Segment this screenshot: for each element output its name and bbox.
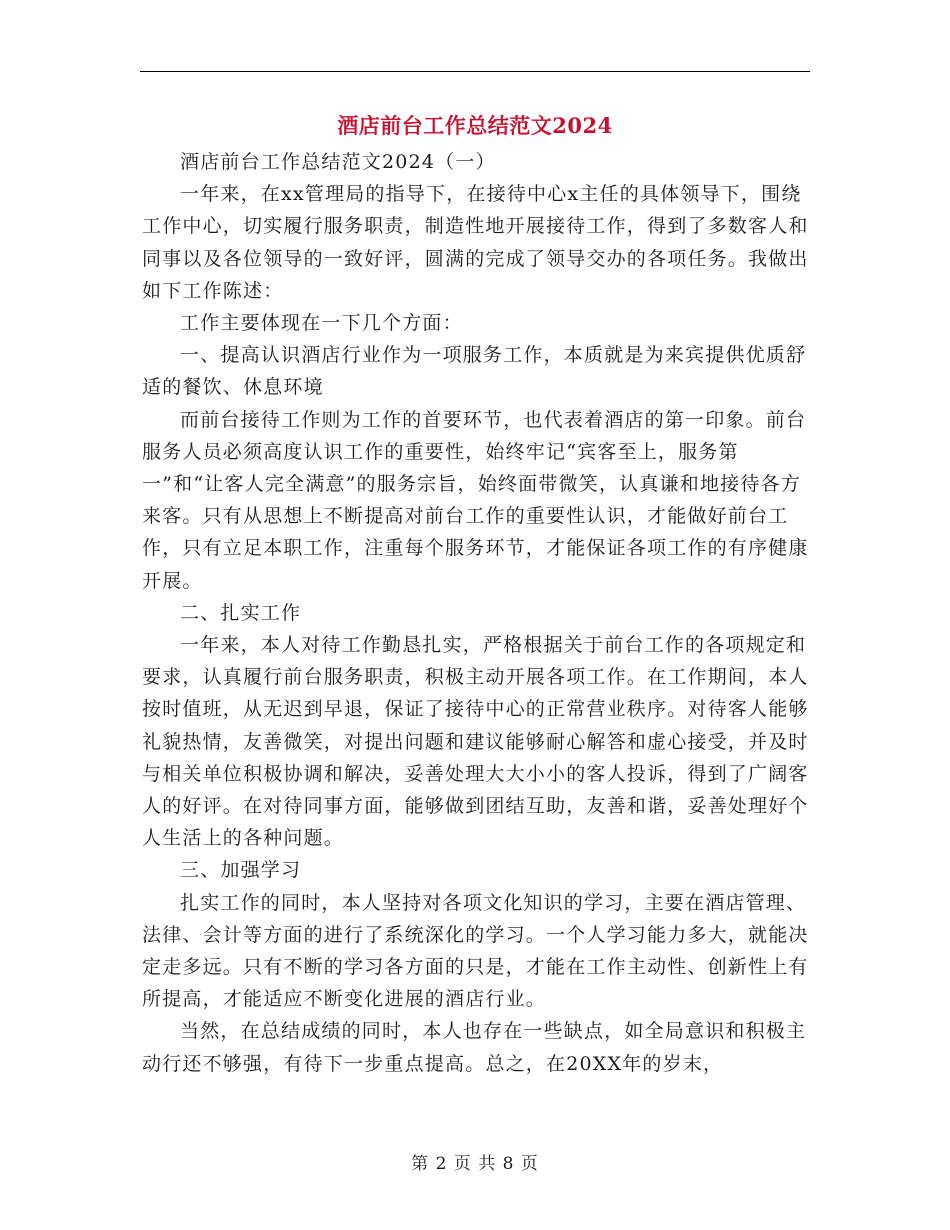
paragraph-aspects: 工作主要体现在一下几个方面： xyxy=(180,312,463,335)
document-body xyxy=(142,146,814,1080)
section-heading-3: 三、加强学习 xyxy=(180,859,302,882)
paragraph-front-desk: 而前台接待工作则为工作的首要环节，也代表着酒店的第一印象。前台服务人员必须高度认识工作的重要性，始终牢记“宾客至上，服务第一”和“让客人完全满意”的服务宗旨，始终面带微笑，认真谦和地接待各方来客。只有从思想上不断提高对前台工作的重要性认识，才能做好前台工作，只有立足本职工作，注重每个服务环节，才能保证各项工作的有序健康开展。 xyxy=(142,408,809,592)
paragraph-work: 一年来，本人对待工作勤恳扎实，严格根据关于前台工作的各项规定和要求，认真履行前台服务职责，积极主动开展各项工作。在工作期间，本人按时值班，从无迟到早退，保证了接待中心的正常营业秩序。对待客人能够礼貌热情，友善微笑，对提出问题和建议能够耐心解答和虚心接受，并及时与相关单位积极协调和解决，妥善处理大大小小的客人投诉，得到了广阔客人的好评。在对待同事方面，能够做到团结互助，友善和谐，妥善处理好个人生活上的各种问题。 xyxy=(142,634,809,850)
section-heading-1: 一、提高认识酒店行业作为一项服务工作，本质就是为来宾提供优质舒适的餐饮、休息环境 xyxy=(142,344,807,399)
paragraph-intro: 一年来，在xx管理局的指导下，在接待中心x主任的具体领导下，围绕工作中心，切实履行服务职责，制造性地开展接待工作，得到了多数客人和同事以及各位领导的一致好评，圆满的完成了领导交办的各项任务。我做出如下工作陈述： xyxy=(142,183,809,302)
document-title: 酒店前台工作总结范文2024 xyxy=(337,113,613,138)
section-heading-2: 二、扎实工作 xyxy=(180,601,302,624)
paragraph-subtitle: 酒店前台工作总结范文2024（一） xyxy=(180,151,496,173)
page-footer: 第 2 页 共 8 页 xyxy=(411,1154,539,1174)
header-rule xyxy=(140,71,810,72)
paragraph-conclusion: 当然，在总结成绩的同时，本人也存在一些缺点，如全局意识和积极主动行还不够强，有待下一步重点提高。总之，在20XX年的岁末， xyxy=(142,1020,807,1075)
paragraph-study: 扎实工作的同时，本人坚持对各项文化知识的学习，主要在酒店管理、法律、会计等方面的进行了系统深化的学习。一个人学习能力多大，就能决定走多远。只有不断的学习各方面的只是，才能在工作主动性、创新性上有所提高，才能适应不断变化进展的酒店行业。 xyxy=(142,891,809,1011)
